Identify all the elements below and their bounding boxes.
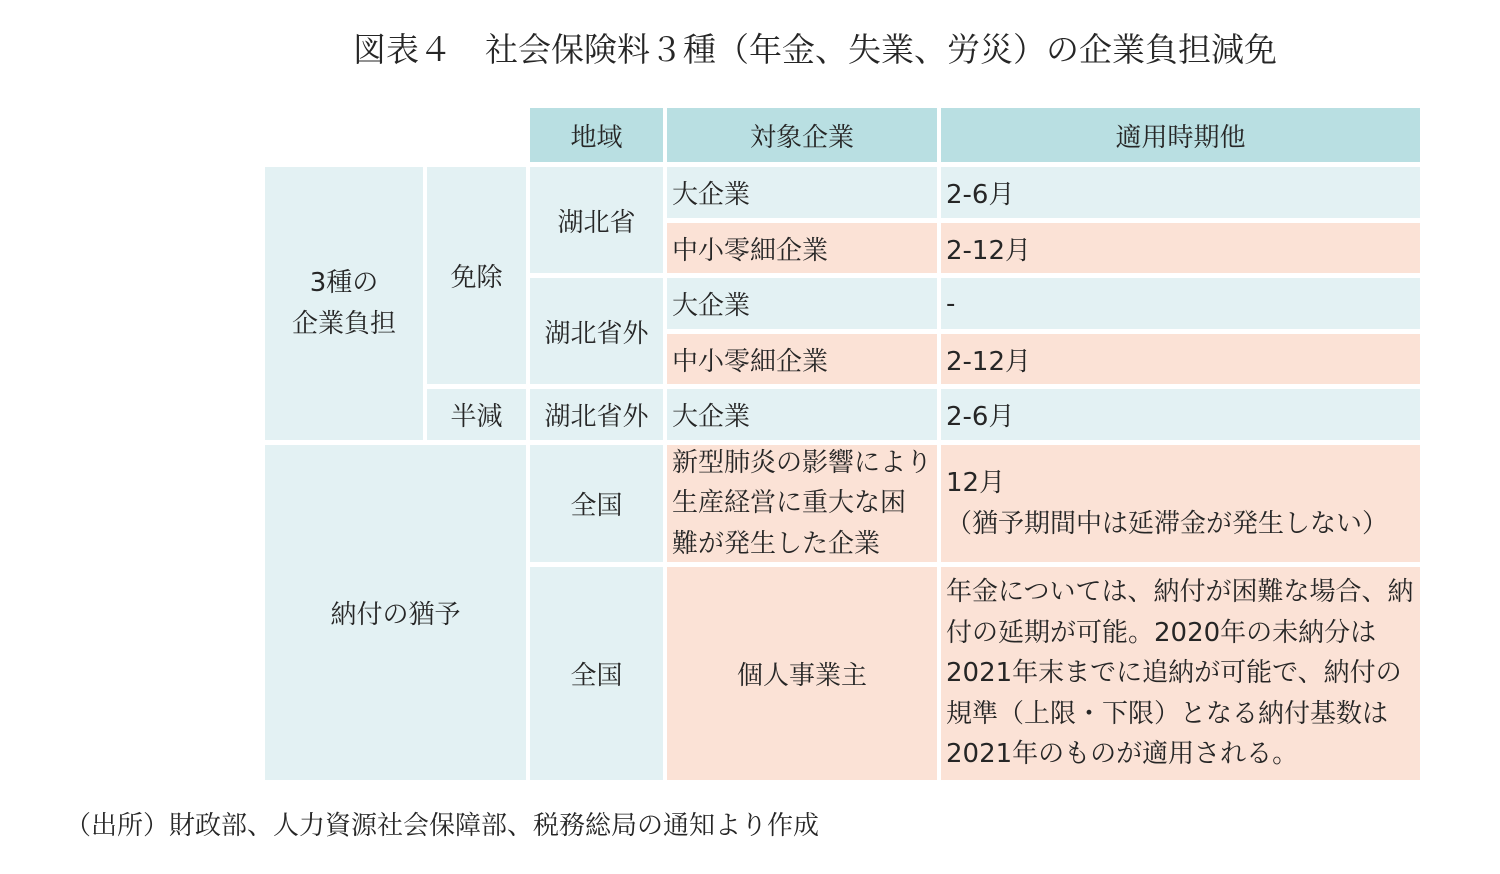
table-cell-target: 大企業 [667, 278, 937, 329]
region-hubei: 湖北省 [530, 167, 663, 273]
deferral-label: 納付の猶予 [265, 445, 526, 780]
table-cell-target: 大企業 [667, 167, 937, 218]
region-outside-hubei-half: 湖北省外 [530, 389, 663, 440]
target-line: 新型肺炎の影響により [672, 447, 933, 478]
table-cell-period: 2-6月 [941, 389, 1420, 440]
table-cell-target: 中小零細企業 [667, 334, 937, 384]
deferral-period-cell [941, 567, 1420, 780]
burden-label-cell [265, 167, 423, 440]
period-line: 2021年末までに追納が可能で、納付の [946, 658, 1402, 689]
region-nationwide: 全国 [530, 445, 663, 562]
target-line: 生産経営に重大な困 [672, 488, 907, 519]
table-cell-period: 2-12月 [941, 223, 1420, 273]
header-target: 対象企業 [667, 108, 937, 162]
header-period: 適用時期他 [941, 108, 1420, 162]
period-line: 12月 [946, 468, 1006, 498]
burden-label-line: 企業負担 [291, 308, 396, 339]
period-line: 2021年のものが適用される。 [946, 739, 1299, 770]
region-outside-hubei: 湖北省外 [530, 278, 663, 384]
burden-relief-table [265, 108, 1420, 780]
table-cell-period: 2-12月 [941, 334, 1420, 384]
deferral-period-cell [941, 445, 1420, 562]
region-nationwide: 全国 [530, 567, 663, 780]
table-cell-period: 2-6月 [941, 167, 1420, 218]
source-note: （出所）財政部、人力資源社会保障部、税務総局の通知より作成 [65, 811, 820, 841]
target-line: 個人事業主 [736, 661, 867, 691]
exemption-label: 免除 [427, 167, 526, 384]
table-cell-period: - [941, 278, 1420, 329]
deferral-target-cell [667, 567, 937, 780]
half-reduction-label: 半減 [427, 389, 526, 440]
table-cell-target: 中小零細企業 [667, 223, 937, 273]
period-line: 規準（上限・下限）となる納付基数は [946, 698, 1389, 729]
period-line: 年金については、納付が困難な場合、納 [946, 577, 1414, 608]
figure-title: 図表４ 社会保険料３種（年金、失業、労災）の企業負担減免 [353, 30, 1277, 69]
header-region: 地域 [530, 108, 663, 162]
burden-label-line: 3種の [309, 268, 379, 298]
target-line: 難が発生した企業 [672, 528, 881, 559]
period-line: （猶予期間中は延滞金が発生しない） [946, 508, 1389, 539]
period-line: 付の延期が可能。2020年の未納分は [946, 617, 1377, 648]
table-cell-target: 大企業 [667, 389, 937, 440]
deferral-target-cell [667, 445, 937, 562]
